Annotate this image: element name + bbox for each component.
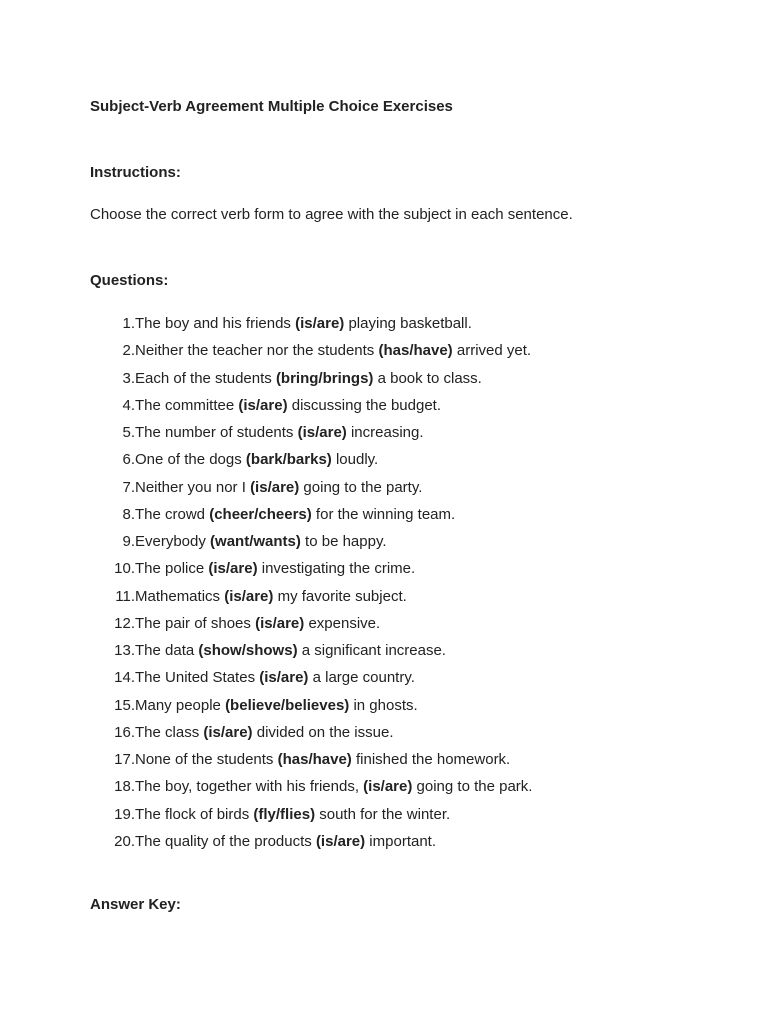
question-stem-start: The police	[135, 560, 209, 578]
question-stem-start: Neither the teacher nor the students	[135, 342, 379, 360]
verb-choice: (is/are)	[250, 478, 300, 496]
question-stem-end: a large country.	[308, 669, 415, 687]
question-item	[90, 504, 532, 531]
question-item	[90, 695, 532, 722]
question-stem-end: loudly.	[331, 451, 379, 469]
verb-choice: (is/are)	[295, 315, 345, 332]
question-stem-end: to be happy.	[300, 533, 387, 550]
question-stem-end: divided on the issue.	[252, 723, 394, 741]
question-stem-end: going to the party.	[299, 478, 423, 496]
question-text	[135, 640, 446, 667]
question-stem-start: Mathematics	[135, 587, 225, 605]
question-item	[90, 776, 532, 803]
question-text	[135, 340, 531, 367]
question-stem-start: Neither you nor I	[135, 478, 251, 496]
question-stem-end: arrived yet.	[452, 342, 532, 360]
question-item	[90, 340, 532, 367]
question-stem-start: One of the dogs	[135, 451, 246, 469]
question-stem-end: a book to class.	[373, 369, 482, 387]
question-stem-start: The data	[135, 642, 199, 659]
verb-choice: (bring/brings)	[275, 369, 374, 387]
question-number: 20.	[114, 832, 135, 850]
question-item	[90, 749, 532, 776]
question-item	[90, 531, 532, 558]
question-text	[135, 558, 415, 585]
question-number: 14.	[114, 669, 135, 687]
question-item	[90, 558, 532, 585]
questions-heading: Questions:	[90, 272, 169, 289]
verb-choice: (is/are)	[363, 778, 413, 796]
question-stem-end: increasing.	[346, 424, 424, 441]
question-stem-end: discussing the budget.	[287, 396, 442, 414]
question-number: 7.	[122, 478, 135, 496]
question-stem-end: expensive.	[304, 614, 381, 632]
verb-choice: (is/are)	[259, 669, 309, 687]
question-text	[135, 531, 387, 558]
question-stem-end: important.	[365, 832, 437, 850]
question-stem-end: investigating the crime.	[257, 560, 416, 578]
verb-choice: (is/are)	[255, 614, 305, 632]
question-item	[90, 831, 532, 858]
question-text	[135, 368, 482, 395]
question-stem-end: for the winning team.	[311, 505, 456, 523]
question-stem-start: The boy, together with his friends,	[135, 778, 364, 796]
question-stem-end: my favorite subject.	[273, 587, 407, 605]
question-number: 17.	[114, 751, 135, 768]
question-stem-start: Everybody	[135, 533, 211, 550]
question-number: 9.	[122, 533, 135, 550]
verb-choice: (show/shows)	[198, 642, 298, 659]
question-text	[135, 804, 450, 831]
question-stem-start: The pair of shoes	[135, 614, 256, 632]
question-text	[135, 695, 418, 722]
question-number: 15.	[114, 696, 135, 714]
question-item	[90, 640, 532, 667]
verb-choice: (bark/barks)	[245, 451, 332, 469]
question-stem-end: finished the homework.	[351, 751, 511, 768]
verb-choice: (is/are)	[203, 723, 253, 741]
question-number: 13.	[114, 642, 135, 659]
question-number: 8.	[122, 505, 135, 523]
question-text	[135, 586, 407, 613]
verb-choice: (has/have)	[378, 342, 453, 360]
question-number: 18.	[114, 778, 135, 796]
question-text	[135, 667, 415, 694]
question-stem-end: south for the winter.	[315, 805, 451, 823]
question-text	[135, 504, 455, 531]
question-text	[135, 722, 394, 749]
question-stem-end: going to the park.	[412, 778, 533, 796]
question-stem-end: playing basketball.	[344, 315, 472, 332]
answer-key-heading: Answer Key:	[90, 896, 181, 913]
question-item	[90, 368, 532, 395]
question-stem-start: The United States	[135, 669, 260, 687]
question-text	[135, 395, 441, 422]
question-text	[135, 449, 378, 476]
question-item	[90, 395, 532, 422]
question-text	[135, 749, 510, 776]
verb-choice: (fly/flies)	[253, 805, 316, 823]
page-title: Subject-Verb Agreement Multiple Choice Exercises	[90, 98, 453, 115]
question-item	[90, 667, 532, 694]
question-item	[90, 804, 532, 831]
question-item	[90, 313, 532, 340]
verb-choice: (believe/believes)	[225, 696, 350, 714]
question-number: 4.	[122, 396, 135, 414]
question-item	[90, 613, 532, 640]
question-stem-start: The committee	[135, 396, 239, 414]
question-number: 3.	[122, 369, 135, 387]
question-stem-end: in ghosts.	[349, 696, 418, 714]
question-number: 16.	[114, 723, 135, 741]
question-number: 10.	[114, 560, 135, 578]
verb-choice: (cheer/cheers)	[209, 505, 312, 523]
question-stem-start: The flock of birds	[135, 805, 254, 823]
question-list	[90, 313, 532, 858]
question-number: 1.	[122, 315, 135, 332]
instructions-text: Choose the correct verb form to agree with the subject in each sentence.	[90, 206, 573, 223]
question-stem-start: Each of the students	[135, 369, 276, 387]
question-number: 2.	[122, 342, 135, 360]
question-number: 11.	[115, 587, 135, 605]
question-text	[135, 613, 380, 640]
question-item	[90, 449, 532, 476]
question-item	[90, 722, 532, 749]
verb-choice: (has/have)	[277, 751, 352, 768]
question-stem-start: The number of students	[135, 424, 298, 441]
question-number: 5.	[122, 424, 135, 441]
question-text	[135, 831, 436, 858]
question-stem-start: The crowd	[135, 505, 210, 523]
question-stem-start: The boy and his friends	[135, 315, 296, 332]
question-text	[135, 776, 532, 803]
verb-choice: (is/are)	[315, 832, 366, 850]
verb-choice: (is/are)	[224, 587, 274, 605]
verb-choice: (is/are)	[238, 396, 288, 414]
verb-choice: (want/wants)	[210, 533, 301, 550]
question-number: 19.	[114, 805, 135, 823]
question-item	[90, 422, 532, 449]
question-item	[90, 586, 532, 613]
question-text	[135, 313, 472, 340]
question-text	[135, 477, 422, 504]
question-stem-start: The class	[135, 723, 204, 741]
question-text	[135, 422, 424, 449]
instructions-heading: Instructions:	[90, 164, 181, 181]
question-stem-start: None of the students	[135, 751, 278, 768]
verb-choice: (is/are)	[208, 560, 258, 578]
verb-choice: (is/are)	[297, 424, 347, 441]
question-item	[90, 477, 532, 504]
question-stem-end: a significant increase.	[297, 642, 446, 659]
question-stem-start: The quality of the products	[135, 832, 316, 850]
question-number: 12.	[114, 614, 135, 632]
question-number: 6.	[122, 451, 135, 469]
question-stem-start: Many people	[135, 696, 226, 714]
